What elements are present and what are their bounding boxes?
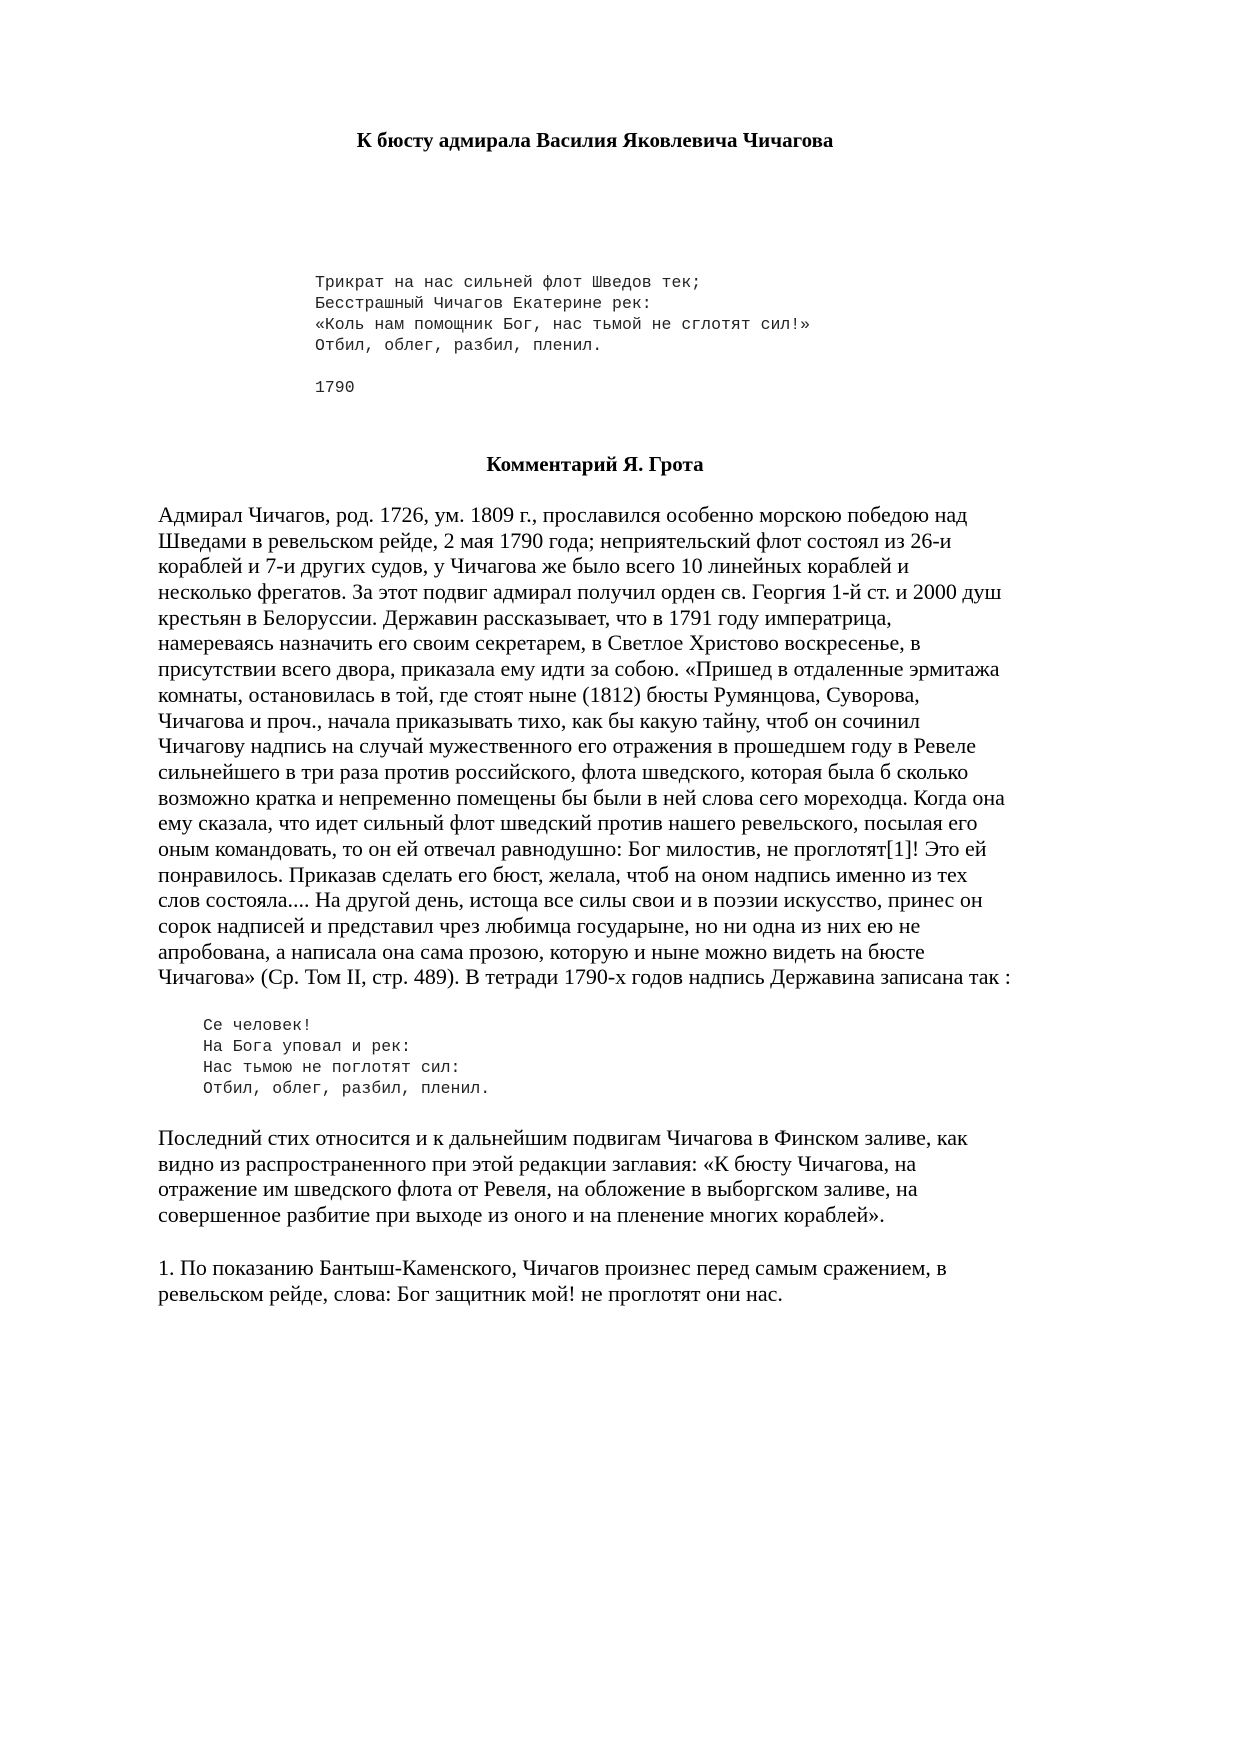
footnote xyxy=(158,1255,947,1306)
text-line: видно из распространенного при этой редакции заглавия: «К бюсту Чичагова, на xyxy=(158,1150,917,1176)
poem-year: 1790 xyxy=(315,378,355,397)
document-title: К бюсту адмирала Василия Яковлевича Чичагова xyxy=(356,128,834,152)
poem-line: Се человек! xyxy=(203,1016,312,1035)
text-line: кораблей и 7-и других судов, у Чичагова же было всего 10 линейных кораблей и xyxy=(158,553,910,579)
poem-variant xyxy=(203,1015,490,1099)
text-line: Чичагова и проч., начала приказывать тихо, как бы какую тайну, чтоб он сочинил xyxy=(158,707,920,733)
text-line: апробована, а написала она сама прозою, которую и ныне можно видеть на бюсте xyxy=(158,938,925,964)
text-line: ему сказала, что идет сильный флот шведский против нашего ревельского, посылая его xyxy=(158,810,978,836)
text-line: совершенное разбитие при выходе из оного и на пленение многих кораблей». xyxy=(158,1202,885,1228)
poem-line: На Бога уповал и рек: xyxy=(203,1037,411,1056)
text-line: Чичагова» (Ср. Том II, стр. 489). В тетради 1790-х годов надпись Державина записана так : xyxy=(158,964,1011,990)
text-line: оным командовать, то он ей отвечал равнодушно: Бог милостив, не проглотят[1]! Это ей xyxy=(158,835,987,861)
paragraph-2 xyxy=(158,1125,968,1228)
poem-line: Нас тьмою не поглотят сил: xyxy=(203,1058,461,1077)
poem xyxy=(315,272,810,356)
text-line: сильнейшего в три раза против российского, флота шведского, которая была б сколько xyxy=(158,758,969,784)
comment-heading: Комментарий Я. Грота xyxy=(486,452,704,476)
poem-line: Отбил, облег, разбил, пленил. xyxy=(203,1079,491,1098)
poem-line: Трикрат на нас сильней флот Шведов тек; xyxy=(315,273,702,292)
text-line: ревельском рейде, слова: Бог защитник мой! не проглотят они нас. xyxy=(158,1280,783,1306)
poem-line: Отбил, облег, разбил, пленил. xyxy=(315,336,603,355)
text-line: сорок надписей и представил чрез любимца государыне, но ни одна из них ею не xyxy=(158,913,921,938)
text-line: отражение им шведского флота от Ревеля, на обложение в выборгском заливе, на xyxy=(158,1176,918,1202)
text-line: комнаты, остановилась в той, где стоят ныне (1812) бюсты Румянцова, Суворова, xyxy=(158,681,920,707)
poem-line: Бесстрашный Чичагов Екатерине рек: xyxy=(315,294,652,313)
text-line: понравилось. Приказав сделать его бюст, желала, чтоб на оном надпись именно из тех xyxy=(158,861,968,887)
text-line: Адмирал Чичагов, род. 1726, ум. 1809 г., прославился особенно морскою победою над xyxy=(158,502,968,527)
text-line: Шведами в ревельском рейде, 2 мая 1790 года; неприятельский флот состоял из 26-и xyxy=(158,527,952,553)
text-line: 1. По показанию Бантыш-Каменского, Чичагов произнес перед самым сражением, в xyxy=(158,1255,947,1280)
poem-line: «Коль нам помощник Бог, нас тьмой не сглотят сил!» xyxy=(315,315,811,334)
text-line: крестьян в Белоруссии. Державин рассказывает, что в 1791 году императрица, xyxy=(158,604,892,630)
text-line: несколько фрегатов. За этот подвиг адмирал получил орден св. Георгия 1-й ст. и 2000 душ xyxy=(158,579,1002,605)
text-line: Последний стих относится и к дальнейшим подвигам Чичагова в Финском заливе, как xyxy=(158,1125,968,1150)
text-line: Чичагову надпись на случай мужественного его отражения в прошедшем году в Ревеле xyxy=(158,733,976,759)
paragraph-1 xyxy=(158,502,1011,990)
text-line: слов состояла.... На другой день, истоща все силы свои и в поэзии искусство, принес он xyxy=(158,887,983,913)
text-line: возможно кратка и непременно помещены бы были в ней слова сего мореходца. Когда она xyxy=(158,784,1005,810)
text-line: намереваясь назначить его своим секретарем, в Светлое Христово воскресенье, в xyxy=(158,630,921,656)
text-line: присутствии всего двора, приказала ему идти за собою. «Пришед в отдаленные эрмитажа xyxy=(158,656,1000,682)
